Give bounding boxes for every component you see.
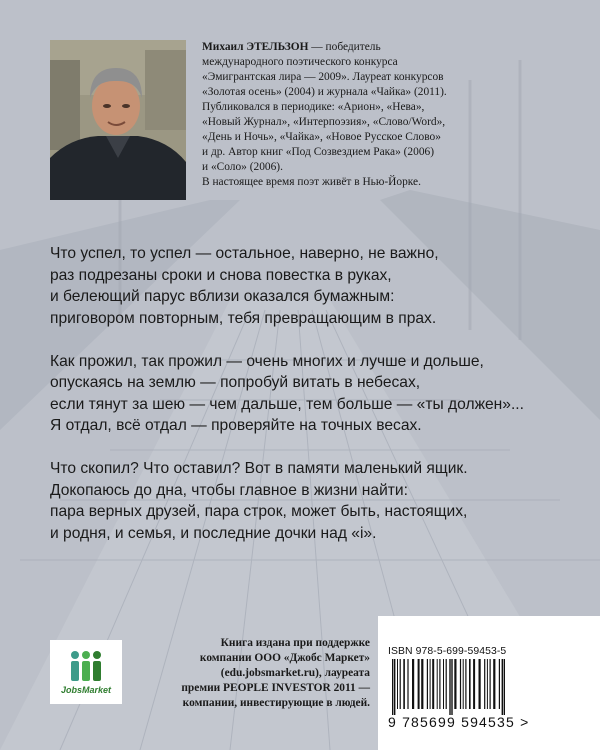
barcode-bar [465,659,466,709]
author-name: Михаил ЭТЕЛЬЗОН [202,41,309,53]
barcode-bar [439,659,440,709]
barcode-bar [499,659,500,709]
poem-line: Что успел, то успел — остальное, наверно, не важно, [50,245,439,262]
barcode-guard-bar [504,659,505,715]
support-line: премии PEOPLE INVESTOR 2011 — [181,682,370,694]
barcode-bar [487,659,488,709]
support-line: Книга издана при поддержке [220,637,370,649]
barcode-bar [443,659,444,709]
barcode-guard-bar [451,659,452,715]
poem-line: Что скопил? Что оставил? Вот в памяти маленький ящик. [50,460,468,477]
barcode [388,659,583,715]
poem-line: и белеющий парус вблизи оказался бумажным: [50,288,395,305]
isbn-barcode-box [378,616,600,750]
isbn-text: ISBN 978-5-699-59453-5 [388,646,507,657]
poem-line: опускаясь на землю — попробуй витать в небесах, [50,374,421,391]
barcode-guard-bar [502,659,503,715]
barcode-bar [427,659,428,709]
support-line: (edu.jobsmarket.ru), лауреата [220,667,370,679]
poem-line: Как прожил, так прожил — очень многих и лучше и дольше, [50,352,484,370]
people-icon [64,649,108,683]
bio-line: и «Соло» (2006). [202,161,283,173]
barcode-bar [412,659,414,709]
bio-line: и др. Автор книг «Под Созвездием Рака» (2006) [202,146,435,158]
barcode-bar [397,659,398,709]
poem-line: и родня, и семья, и последние дочки над «i». [50,524,377,542]
barcode-bar [473,659,475,709]
logo-text: JobsMarket [60,685,112,695]
poem-line: Я отдал, всё отдал — проверяйте на точных весах. [50,417,422,434]
barcode-bar [403,659,405,709]
bio-line: «Золотая осень» (2004) и журнала «Чайка» (2011). [202,86,447,98]
barcode-digits: 9 785699 594535 > [388,714,530,730]
support-note [135,636,370,711]
barcode-bar [432,659,434,709]
barcode-bar [430,659,431,709]
barcode-bar [437,659,438,709]
barcode-bar [469,659,471,709]
bio-line: Публиковался в периодике: «Арион», «Нева», [202,101,425,113]
bio-line-1: Михаил ЭТЕЛЬЗОН — победитель [202,41,381,53]
barcode-bar [460,659,461,709]
bio-line: «День и Ночь», «Чайка», «Новое Русское Слово» [202,131,441,143]
barcode-guard-bar [392,659,393,715]
poem-line: если тянут за шею — чем дальше, тем больше — «ты должен»... [50,395,524,413]
poem-line: приговором повторным, тебя превращающим в прах. [50,309,437,327]
poem-line: раз подрезаны сроки и снова повестка в руках, [50,266,392,284]
poem-stanza-3 [50,458,570,544]
poem [50,243,570,566]
barcode-bar [493,659,495,709]
author-bio [202,40,562,190]
barcode-bar [479,659,481,709]
support-line: компании, инвестирующие в людей. [182,697,370,709]
barcode-bar [490,659,491,709]
barcode-guard-bar [449,659,450,715]
barcode-bar [400,659,401,709]
poem-stanza-1 [50,243,570,329]
bio-line: международного поэтического конкурса [202,56,398,68]
barcode-bar [421,659,423,709]
barcode-bar [418,659,420,709]
barcode-bar [463,659,464,709]
barcode-bar [454,659,456,709]
barcode-bar [407,659,408,709]
barcode-bar [446,659,447,709]
barcode-bar [484,659,485,709]
bio-line: «Эмигрантская лира — 2009». Лауреат конкурсов [202,71,444,83]
author-photo [50,40,186,200]
poem-line: Докопаюсь до дна, чтобы главное в жизни найти: [50,481,408,499]
barcode-guard-bar [394,659,395,715]
bio-line: В настоящее время поэт живёт в Нью-Йорке. [202,176,421,188]
poem-stanza-2 [50,351,570,437]
poem-line: пара верных друзей, пара строк, может быть, настоящих, [50,503,468,520]
jobsmarket-logo [50,640,122,704]
bio-line: «Новый Журнал», «Интерпоэзия», «Слово/Word», [202,116,446,128]
support-line: компании ООО «Джобс Маркет» [199,652,370,664]
